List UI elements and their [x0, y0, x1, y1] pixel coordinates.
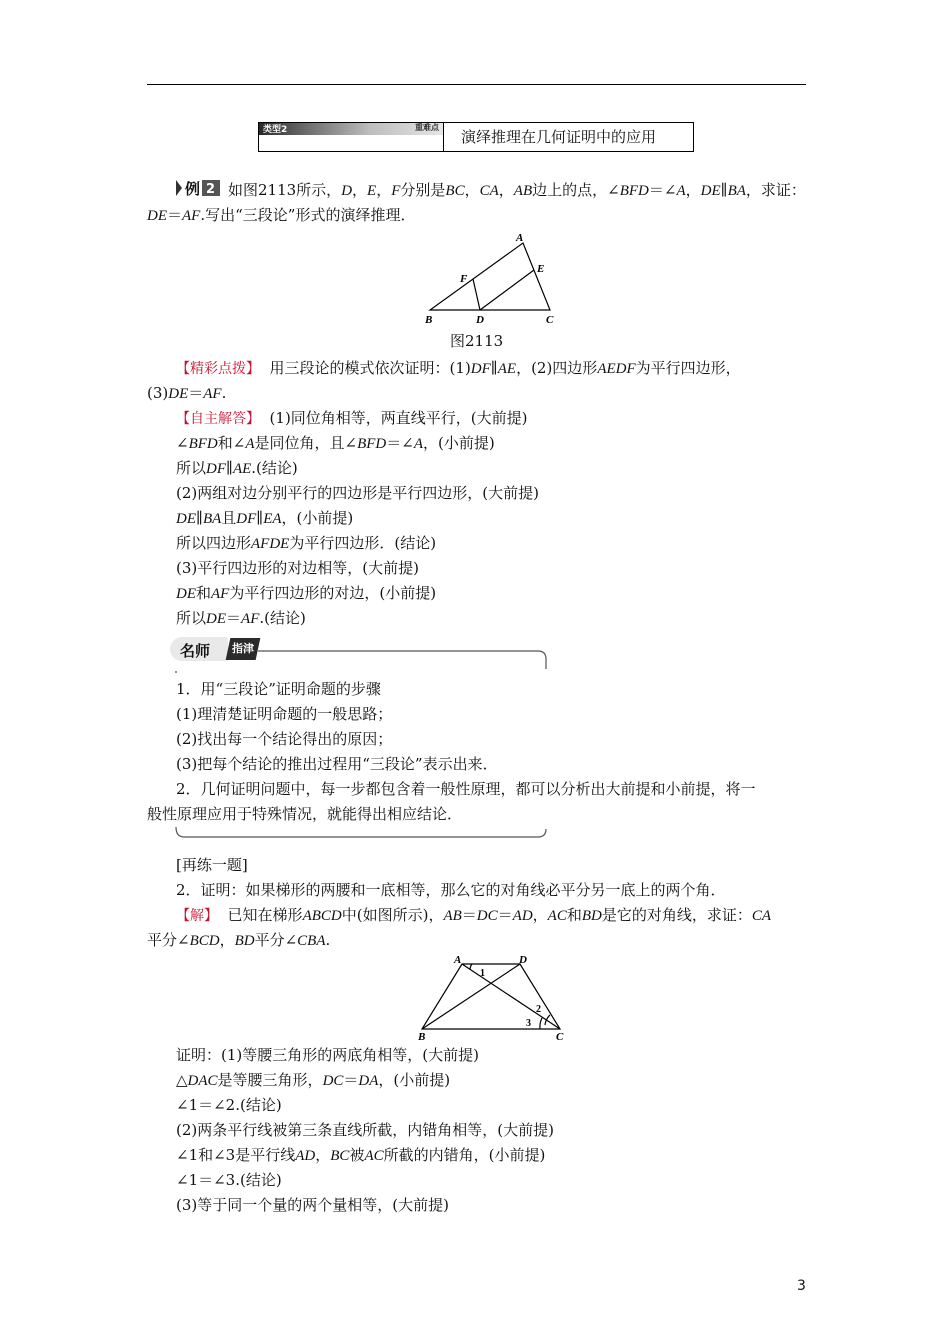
proof-line-7: (3)等于同一个量的两个量相等，(大前提) [176, 1196, 449, 1214]
type-title: 演绎推理在几何证明中的应用 [461, 128, 657, 146]
fig1-label-D: D [476, 314, 484, 326]
proof-line-2: △DAC是等腰三角形，DC＝DA，(小前提) [176, 1071, 451, 1089]
proof-line-5: ∠1和∠3是平行线AD，BC被AC所截的内错角，(小前提) [176, 1146, 546, 1164]
solution-tag: 【自主解答】 [176, 411, 260, 427]
fig2-label-B: B [418, 1031, 426, 1040]
fig1-label-E: E [537, 263, 545, 275]
tips-line-3: (2)找出每一个结论得出的原因； [176, 730, 393, 748]
practice-problem: 2．证明：如果梯形的两腰和一底相等，那么它的对角线必平分另一底上的两个角． [176, 881, 726, 899]
figure-trapezoid [410, 952, 575, 1040]
fig2-label-D: D [519, 954, 527, 966]
practice-heading: [再练一题] [176, 856, 248, 874]
tips-line-2: (1)理清楚证明命题的一般思路； [176, 705, 393, 723]
type-tag-right-label: 重难点 [415, 123, 439, 132]
solution-line-6: 所以四边形AFDE为平行四边形．(结论) [176, 534, 437, 552]
fig2-angle-2: 2 [536, 1004, 541, 1015]
figure-caption: 图2113 [450, 332, 504, 350]
type-header-box [258, 122, 694, 152]
solution-line-7: (3)平行四边形的对边相等，(大前提) [176, 559, 419, 577]
top-rule [147, 84, 806, 85]
analysis-line-1: 【精彩点拨】 用三段论的模式依次证明：(1)DF∥AE，(2)四边形AEDF为平行四边形， [176, 359, 741, 377]
practice-line-1: 【解】 已知在梯形ABCD中(如图所示)，AB＝DC＝AD，AC和BD是它的对角线，求证：CA [176, 906, 772, 924]
fig2-label-A: A [454, 954, 462, 966]
solution-line-3: 所以DF∥AE.(结论) [176, 459, 298, 477]
tips-line-1: 1．用“三段论”证明命题的步骤 [176, 680, 381, 698]
solution-line-8: DE和AF为平行四边形的对边，(小前提) [176, 584, 437, 602]
svg-text:例: 例 [185, 180, 201, 198]
solution-line-1: 【自主解答】 (1)同位角相等，两直线平行，(大前提) [176, 409, 528, 427]
type-tag-label: 类型2 [263, 125, 288, 135]
example-line-2: DE＝AF.写出“三段论”形式的演绎推理． [147, 206, 416, 224]
analysis-line-2: (3)DE＝AF. [147, 384, 227, 402]
analysis-tag: 【精彩点拨】 [176, 361, 260, 377]
type-tag [259, 123, 443, 135]
proof-line-3: ∠1＝∠2.(结论) [176, 1096, 282, 1114]
figure-triangle [420, 230, 570, 330]
practice-line-2: 平分∠BCD，BD平分∠CBA. [147, 931, 331, 949]
tips-line-6: 般性原理应用于特殊情况，就能得出相应结论． [147, 805, 463, 823]
fig1-label-C: C [546, 314, 554, 326]
tips-label-box: 指津 [226, 638, 261, 660]
example-line-1: 如图2113所示，D，E，F分别是BC，CA，AB边上的点，∠BFD＝∠A，DE∥BA，求证： [228, 181, 806, 199]
type-box-separator [443, 123, 444, 151]
solution-line-4: (2)两组对边分别平行的四边形是平行四边形，(大前提) [176, 484, 539, 502]
fig2-angle-1: 1 [480, 968, 485, 979]
proof-line-1: 证明：(1)等腰三角形的两底角相等，(大前提) [176, 1046, 479, 1064]
tips-label: 名师 [180, 642, 211, 660]
fig2-angle-3: 3 [526, 1018, 531, 1029]
fig1-label-A: A [516, 232, 524, 244]
tips-line-5: 2．几何证明问题中，每一步都包含着一般性原理，都可以分析出大前提和小前提，将一 [176, 780, 756, 798]
fig1-label-F: F [460, 273, 468, 285]
proof-line-4: (2)两条平行线被第三条直线所截，内错角相等，(大前提) [176, 1121, 554, 1139]
fig2-label-C: C [556, 1031, 564, 1040]
proof-line-6: ∠1＝∠3.(结论) [176, 1171, 282, 1189]
example-badge [176, 178, 222, 198]
fig1-label-B: B [425, 314, 433, 326]
answer-tag: 【解】 [176, 908, 218, 924]
solution-line-9: 所以DE＝AF.(结论) [176, 609, 306, 627]
svg-text:2: 2 [206, 182, 216, 197]
solution-line-5: DE∥BA且DF∥EA，(小前提) [176, 509, 354, 527]
solution-line-2: ∠BFD和∠A是同位角，且∠BFD＝∠A，(小前提) [176, 434, 495, 452]
tips-line-4: (3)把每个结论的推出过程用“三段论”表示出来． [176, 755, 498, 773]
page-number: 3 [797, 1278, 806, 1294]
